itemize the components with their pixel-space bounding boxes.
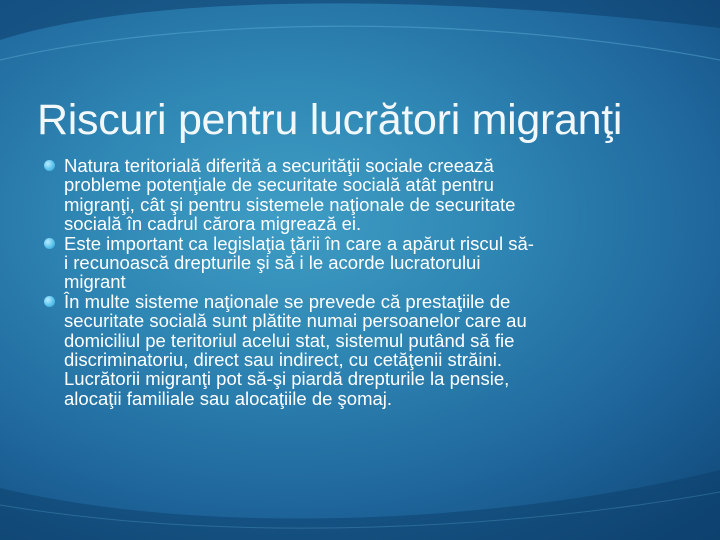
bullet-text-line: discriminatoriu, direct sau indirect, cu cetăţenii străini. <box>64 349 503 371</box>
bullet-text-line: domiciliul pe teritoriul acelui stat, sistemul putând să fie <box>64 329 515 351</box>
bullet-text-line: migrant <box>64 271 126 293</box>
bullet-text-line: alocaţii familiale sau alocaţiile de şomaj. <box>64 387 393 409</box>
bullet-item <box>20 156 680 234</box>
bullet-dot-icon <box>44 160 55 171</box>
bullet-list <box>20 156 680 408</box>
bullet-dot-icon <box>44 238 55 249</box>
bullet-text-line: Natura teritorială diferită a securităţii sociale creează <box>64 155 494 176</box>
bullet-text-line: În multe sisteme naţionale se prevede că prestaţiile de <box>64 290 511 312</box>
bullet-text-line: Lucrătorii migranţi pot să-şi piardă drepturile la pensie, <box>64 368 510 390</box>
bullet-item <box>20 234 680 292</box>
bullet-text-line: Este important ca legislaţia ţării în care a apărut riscul să- <box>64 232 534 254</box>
bullet-text-line: socială în cadrul cărora migrează ei. <box>64 213 362 235</box>
slide-title: Riscuri pentru lucrători migranţi <box>37 96 623 144</box>
bullet-text-line: probleme potenţiale de securitate socială atât pentru <box>64 174 494 196</box>
bullet-text-line: i recunoască drepturile şi să i le acorde lucratorului <box>64 252 481 274</box>
bullet-text-line: securitate socială sunt plătite numai persoanelor care au <box>64 310 527 332</box>
bullet-dot-icon <box>44 296 55 307</box>
bullet-item <box>20 292 680 408</box>
bullet-text-line: migranţi, cât şi pentru sistemele naţionale de securitate <box>64 193 516 215</box>
